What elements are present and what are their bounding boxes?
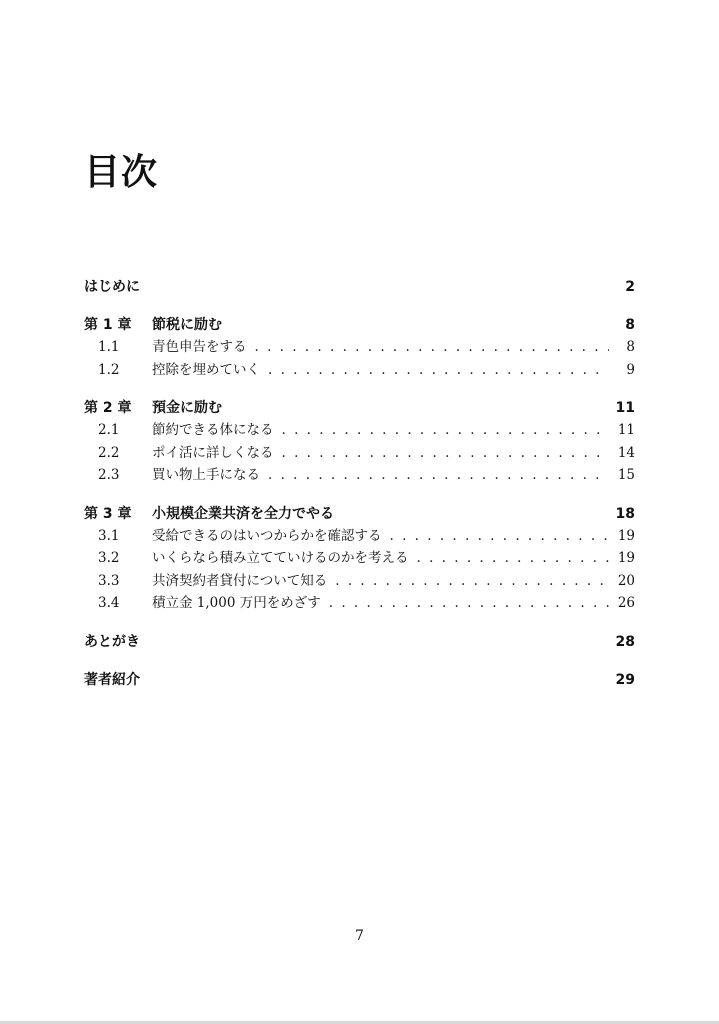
toc-entry-page: 8 xyxy=(625,317,635,333)
toc-section-2-1[interactable] xyxy=(84,419,635,442)
toc-section-2-3[interactable] xyxy=(84,464,635,487)
toc-entry-title: いくらなら積み立てていけるのかを考える xyxy=(152,550,409,566)
toc-entry-intro[interactable] xyxy=(84,276,635,298)
toc-section-2-2[interactable] xyxy=(84,442,635,465)
toc-entry-afterword[interactable] xyxy=(84,631,635,653)
toc-entry-page: 20 xyxy=(617,572,635,589)
toc-section-number: 3.4 xyxy=(98,595,120,611)
toc-entry-page: 18 xyxy=(615,505,635,522)
toc-chapter-3[interactable] xyxy=(84,503,635,525)
toc-section-number: 3.3 xyxy=(98,572,120,589)
toc-entry-page: 9 xyxy=(626,361,635,378)
toc-section-3-1[interactable] xyxy=(84,525,635,548)
toc-entry-title: 節税に励む xyxy=(152,317,222,333)
toc-entry-title: 買い物上手になる xyxy=(152,467,260,483)
page-title: 目次 xyxy=(84,152,159,193)
dot-leader xyxy=(268,359,609,382)
toc-entry-page: 29 xyxy=(615,671,635,688)
toc-entry-page: 19 xyxy=(617,527,635,544)
dot-leader xyxy=(335,570,609,593)
toc-entry-page: 28 xyxy=(615,633,635,650)
toc-entry-title: 共済契約者貸付について知る xyxy=(152,572,328,589)
toc-entry-page: 8 xyxy=(626,339,635,355)
toc-entry-title: はじめに xyxy=(84,279,140,295)
toc-section-number: 3.1 xyxy=(98,527,120,544)
toc-chapter-2[interactable] xyxy=(84,397,635,419)
dot-leader xyxy=(282,442,610,465)
toc-section-number: 2.3 xyxy=(98,467,120,483)
toc-chapter-1[interactable] xyxy=(84,314,635,336)
table-of-contents xyxy=(84,276,635,691)
toc-entry-author-profile[interactable] xyxy=(84,669,635,691)
toc-section-number: 1.1 xyxy=(98,339,120,355)
page-number: 7 xyxy=(355,928,364,944)
toc-entry-title: 預金に励む xyxy=(152,400,222,416)
dot-leader xyxy=(390,525,610,548)
toc-section-3-2[interactable] xyxy=(84,547,635,570)
toc-entry-page: 11 xyxy=(615,400,635,416)
toc-entry-title: 積立金 1,000 万円をめざす xyxy=(152,595,321,611)
toc-entry-page: 2 xyxy=(625,279,635,295)
toc-entry-title: 小規模企業共済を全力でやる xyxy=(152,505,334,522)
toc-entry-title: 節約できる体になる xyxy=(152,422,274,438)
dot-leader xyxy=(255,336,610,359)
toc-section-1-1[interactable] xyxy=(84,336,635,359)
toc-entry-page: 14 xyxy=(617,444,635,461)
toc-entry-title: 控除を埋めていく xyxy=(152,361,260,378)
dot-leader xyxy=(417,547,610,570)
toc-section-3-3[interactable] xyxy=(84,570,635,593)
toc-chapter-number: 第 2 章 xyxy=(84,400,132,416)
toc-chapter-number: 第 3 章 xyxy=(84,505,132,522)
dot-leader xyxy=(268,464,609,487)
toc-entry-page: 15 xyxy=(617,467,635,483)
toc-entry-page: 11 xyxy=(617,422,635,438)
dot-leader xyxy=(329,592,609,615)
dot-leader xyxy=(282,419,610,442)
toc-entry-title: 受給できるのはいつからかを確認する xyxy=(152,527,382,544)
toc-section-number: 1.2 xyxy=(98,361,120,378)
toc-section-number: 2.1 xyxy=(98,422,120,438)
toc-entry-page: 26 xyxy=(617,595,635,611)
toc-entry-title: あとがき xyxy=(84,633,140,650)
toc-section-3-4[interactable] xyxy=(84,592,635,615)
toc-chapter-number: 第 1 章 xyxy=(84,317,132,333)
toc-section-1-2[interactable] xyxy=(84,359,635,382)
toc-entry-page: 19 xyxy=(617,550,635,566)
toc-entry-title: 青色申告をする xyxy=(152,339,247,355)
toc-entry-title: 著者紹介 xyxy=(84,671,140,688)
toc-entry-title: ポイ活に詳しくなる xyxy=(152,444,274,461)
toc-section-number: 3.2 xyxy=(98,550,120,566)
toc-section-number: 2.2 xyxy=(98,444,120,461)
